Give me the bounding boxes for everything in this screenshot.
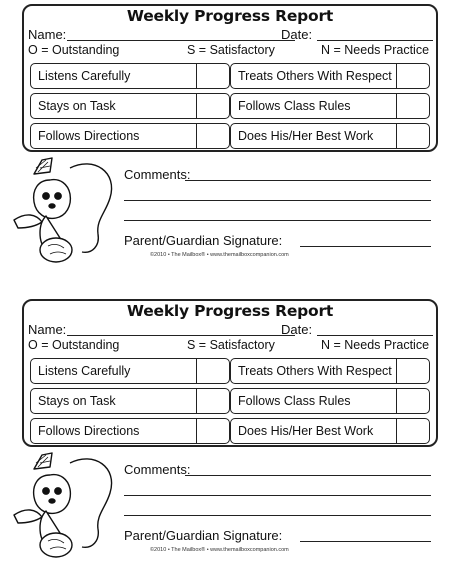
signature-line[interactable]	[300, 541, 431, 542]
rating-box[interactable]	[396, 124, 429, 148]
legend-needs-practice: N = Needs Practice	[321, 43, 430, 57]
comments-line-1[interactable]	[185, 180, 431, 181]
skill-label: Listens Carefully	[38, 69, 131, 83]
skill-label: Follows Class Rules	[238, 394, 351, 408]
skill-label: Treats Others With Respect	[238, 69, 392, 83]
skill-row-listens-carefully	[30, 358, 230, 384]
legend-outstanding: O = Outstanding	[28, 338, 120, 352]
rating-box[interactable]	[396, 94, 429, 118]
signature-label: Parent/Guardian Signature:	[124, 528, 283, 543]
skill-label: Follows Class Rules	[238, 99, 351, 113]
rating-box[interactable]	[196, 64, 229, 88]
rating-box[interactable]	[396, 389, 429, 413]
rating-box[interactable]	[196, 359, 229, 383]
skill-label: Stays on Task	[38, 99, 116, 113]
skill-label: Follows Directions	[38, 129, 140, 143]
skill-label: Does His/Her Best Work	[238, 129, 374, 143]
name-field[interactable]	[67, 335, 295, 336]
legend-satisfactory: S = Satisfactory	[187, 338, 275, 352]
skill-row-best-work	[230, 123, 430, 149]
comments-line-3[interactable]	[124, 515, 431, 516]
skill-row-listens-carefully	[30, 63, 230, 89]
skill-row-treats-others	[230, 358, 430, 384]
rating-box[interactable]	[196, 419, 229, 443]
rating-box[interactable]	[396, 419, 429, 443]
skill-row-follows-class-rules	[230, 93, 430, 119]
report-card	[22, 4, 438, 152]
progress-report-1	[0, 0, 460, 281]
progress-report-2	[0, 295, 460, 576]
signature-label: Parent/Guardian Signature:	[124, 233, 283, 248]
signature-line[interactable]	[300, 246, 431, 247]
comments-label: Comments:	[124, 462, 191, 477]
skill-label: Listens Carefully	[38, 364, 131, 378]
comments-line-2[interactable]	[124, 495, 431, 496]
squirrel-with-corn-icon	[12, 445, 122, 563]
copyright-text: ©2010 • The Mailbox® • www.themailboxcompanion.com	[150, 252, 289, 258]
date-label: Date:	[281, 322, 313, 337]
rating-box[interactable]	[396, 359, 429, 383]
skill-label: Treats Others With Respect	[238, 364, 392, 378]
rating-box[interactable]	[196, 389, 229, 413]
date-field[interactable]	[317, 335, 433, 336]
date-label: Date:	[281, 27, 313, 42]
report-title: Weekly Progress Report	[126, 302, 334, 320]
skill-row-follows-directions	[30, 418, 230, 444]
copyright-text: ©2010 • The Mailbox® • www.themailboxcompanion.com	[150, 547, 289, 553]
skill-label: Follows Directions	[38, 424, 140, 438]
date-field[interactable]	[317, 40, 433, 41]
report-title: Weekly Progress Report	[126, 7, 334, 25]
report-card	[22, 299, 438, 447]
name-field[interactable]	[67, 40, 295, 41]
comments-line-2[interactable]	[124, 200, 431, 201]
skill-label: Stays on Task	[38, 394, 116, 408]
skill-row-stays-on-task	[30, 388, 230, 414]
skill-row-follows-class-rules	[230, 388, 430, 414]
name-label: Name:	[28, 27, 67, 42]
comments-line-3[interactable]	[124, 220, 431, 221]
rating-box[interactable]	[196, 124, 229, 148]
legend-satisfactory: S = Satisfactory	[187, 43, 275, 57]
skill-row-follows-directions	[30, 123, 230, 149]
rating-box[interactable]	[196, 94, 229, 118]
skill-row-treats-others	[230, 63, 430, 89]
rating-box[interactable]	[396, 64, 429, 88]
comments-line-1[interactable]	[185, 475, 431, 476]
skill-row-stays-on-task	[30, 93, 230, 119]
skill-label: Does His/Her Best Work	[238, 424, 374, 438]
legend-needs-practice: N = Needs Practice	[321, 338, 430, 352]
squirrel-with-corn-icon	[12, 150, 122, 268]
name-label: Name:	[28, 322, 67, 337]
legend-outstanding: O = Outstanding	[28, 43, 120, 57]
skill-row-best-work	[230, 418, 430, 444]
comments-label: Comments:	[124, 167, 191, 182]
